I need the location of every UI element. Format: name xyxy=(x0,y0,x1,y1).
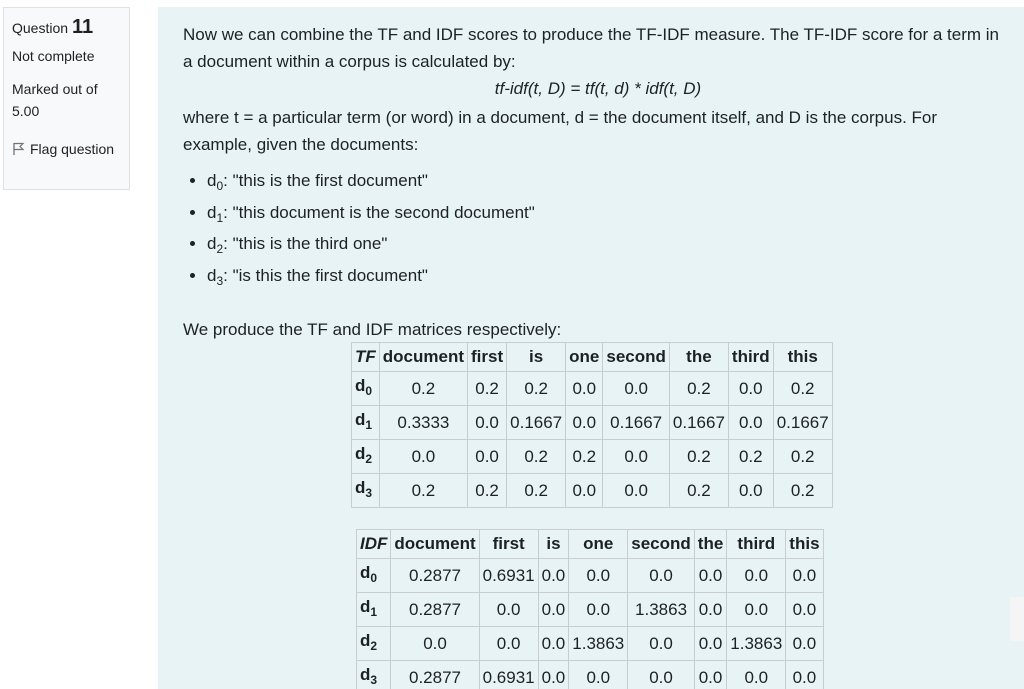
table-row xyxy=(357,627,824,661)
document-list xyxy=(183,168,1002,294)
table-cell: 0.0 xyxy=(694,593,727,627)
table-cell: 0.0 xyxy=(628,627,695,661)
table-cell: 0.2 xyxy=(669,440,728,474)
row-header: $d_2$ xyxy=(352,440,380,474)
column-header: is xyxy=(507,343,566,372)
table-cell: 1.3863 xyxy=(569,627,628,661)
table-cell: 0.0 xyxy=(603,440,670,474)
table-cell: 1.3863 xyxy=(727,627,786,661)
table-corner: TF xyxy=(352,343,380,372)
table-cell: 0.0 xyxy=(538,627,569,661)
table-cell: 0.2 xyxy=(468,372,507,406)
table-cell: 0.0 xyxy=(538,593,569,627)
column-header: one xyxy=(566,343,603,372)
question-number-value: 11 xyxy=(71,16,94,38)
table-cell: 0.0 xyxy=(566,372,603,406)
row-header: $d_0$ xyxy=(357,559,391,593)
question-state: Not complete xyxy=(12,48,95,64)
column-header: is xyxy=(538,530,569,559)
tfidf-formula: tf-idf(t, D) = tf(t, d) * idf(t, D) xyxy=(494,79,702,98)
table-cell: 0.0 xyxy=(728,372,773,406)
column-header: second xyxy=(628,530,695,559)
column-header: third xyxy=(727,530,786,559)
where-text: where t = a particular term (or word) in a document, d = the document itself, and D is the corpus. For example, given the documents: xyxy=(183,108,938,154)
table-cell: 0.0 xyxy=(569,593,628,627)
table-row xyxy=(357,661,824,689)
question-info-panel xyxy=(3,7,130,190)
column-header: document xyxy=(379,343,467,372)
list-item: • $d_0$: "this is the first document" xyxy=(207,168,1002,200)
table-cell: 0.0 xyxy=(628,661,695,689)
table-cell: 0.2877 xyxy=(391,593,479,627)
table-corner: IDF xyxy=(357,530,391,559)
column-header: one xyxy=(569,530,628,559)
table-header-row xyxy=(357,530,824,559)
table-header-row xyxy=(352,343,833,372)
column-header: this xyxy=(786,530,823,559)
tf-matrix-table xyxy=(351,342,833,508)
table-row xyxy=(357,593,824,627)
table-cell: 0.0 xyxy=(479,627,538,661)
table-cell: 0.0 xyxy=(379,440,467,474)
table-cell: 0.0 xyxy=(468,440,507,474)
table-cell: 0.0 xyxy=(566,474,603,508)
row-header: $d_3$ xyxy=(352,474,380,508)
table-cell: 0.2 xyxy=(379,474,467,508)
table-cell: 0.0 xyxy=(538,559,569,593)
table-cell: 0.2 xyxy=(773,440,832,474)
list-item: • $d_1$: "this document is the second document" xyxy=(207,200,1002,232)
row-header: $d_2$ xyxy=(357,627,391,661)
table-cell: 0.2 xyxy=(566,440,603,474)
row-header: $d_3$ xyxy=(357,661,391,689)
question-content xyxy=(158,7,1024,689)
table-cell: 0.2 xyxy=(507,372,566,406)
table-cell: 0.2 xyxy=(507,440,566,474)
scrollbar[interactable] xyxy=(1010,597,1024,641)
column-header: the xyxy=(694,530,727,559)
table-cell: 0.6931 xyxy=(479,661,538,689)
table-cell: 1.3863 xyxy=(628,593,695,627)
table-cell: 0.0 xyxy=(727,559,786,593)
column-header: first xyxy=(479,530,538,559)
column-header: second xyxy=(603,343,670,372)
table-cell: 0.2 xyxy=(669,372,728,406)
table-cell: 0.0 xyxy=(727,661,786,689)
intro-text: Now we can combine the TF and IDF scores to produce the TF-IDF measure. The TF-IDF score for a term in a document within a corpus is calculated by: xyxy=(183,25,999,71)
table-cell: 0.0 xyxy=(538,661,569,689)
matrices-intro: We produce the TF and IDF matrices respectively: xyxy=(183,320,562,339)
table-cell: 0.0 xyxy=(728,474,773,508)
table-cell: 0.2 xyxy=(379,372,467,406)
column-header: first xyxy=(468,343,507,372)
question-label: Question xyxy=(12,20,69,36)
row-header: $d_1$ xyxy=(352,406,380,440)
table-cell: 0.2877 xyxy=(391,559,479,593)
table-cell: 0.1667 xyxy=(507,406,566,440)
row-header: $d_1$ xyxy=(357,593,391,627)
row-header: $d_0$ xyxy=(352,372,380,406)
flag-question-link[interactable] xyxy=(12,138,121,162)
table-cell: 0.1667 xyxy=(773,406,832,440)
table-row xyxy=(352,440,833,474)
list-item: • $d_2$: "this is the third one" xyxy=(207,231,1002,263)
table-cell: 0.0 xyxy=(603,474,670,508)
table-cell: 0.0 xyxy=(479,593,538,627)
column-header: this xyxy=(773,343,832,372)
table-cell: 0.0 xyxy=(694,627,727,661)
table-cell: 0.0 xyxy=(468,406,507,440)
flag-icon xyxy=(12,140,26,162)
table-cell: 0.1667 xyxy=(669,406,728,440)
table-row xyxy=(352,372,833,406)
table-cell: 0.0 xyxy=(603,372,670,406)
table-cell: 0.2 xyxy=(728,440,773,474)
table-cell: 0.6931 xyxy=(479,559,538,593)
question-grade: Marked out of 5.00 xyxy=(12,81,98,119)
table-cell: 0.1667 xyxy=(603,406,670,440)
table-cell: 0.2 xyxy=(773,372,832,406)
table-cell: 0.0 xyxy=(727,593,786,627)
column-header: third xyxy=(728,343,773,372)
table-cell: 0.2877 xyxy=(391,661,479,689)
table-cell: 0.0 xyxy=(786,593,823,627)
table-cell: 0.2 xyxy=(773,474,832,508)
table-row xyxy=(357,559,824,593)
table-cell: 0.2 xyxy=(507,474,566,508)
flag-label: Flag question xyxy=(30,141,115,157)
table-cell: 0.2 xyxy=(669,474,728,508)
table-cell: 0.0 xyxy=(786,661,823,689)
table-cell: 0.0 xyxy=(786,627,823,661)
table-cell: 0.0 xyxy=(569,661,628,689)
table-cell: 0.0 xyxy=(786,559,823,593)
table-cell: 0.0 xyxy=(728,406,773,440)
column-header: document xyxy=(391,530,479,559)
table-cell: 0.3333 xyxy=(379,406,467,440)
table-cell: 0.0 xyxy=(569,559,628,593)
table-cell: 0.0 xyxy=(391,627,479,661)
idf-matrix-table xyxy=(356,529,824,689)
table-cell: 0.0 xyxy=(628,559,695,593)
table-cell: 0.0 xyxy=(694,661,727,689)
table-cell: 0.0 xyxy=(566,406,603,440)
table-row xyxy=(352,406,833,440)
table-cell: 0.2 xyxy=(468,474,507,508)
list-item: • $d_3$: "is this the first document" xyxy=(207,263,1002,295)
table-cell: 0.0 xyxy=(694,559,727,593)
table-row xyxy=(352,474,833,508)
question-number xyxy=(12,16,121,39)
column-header: the xyxy=(669,343,728,372)
